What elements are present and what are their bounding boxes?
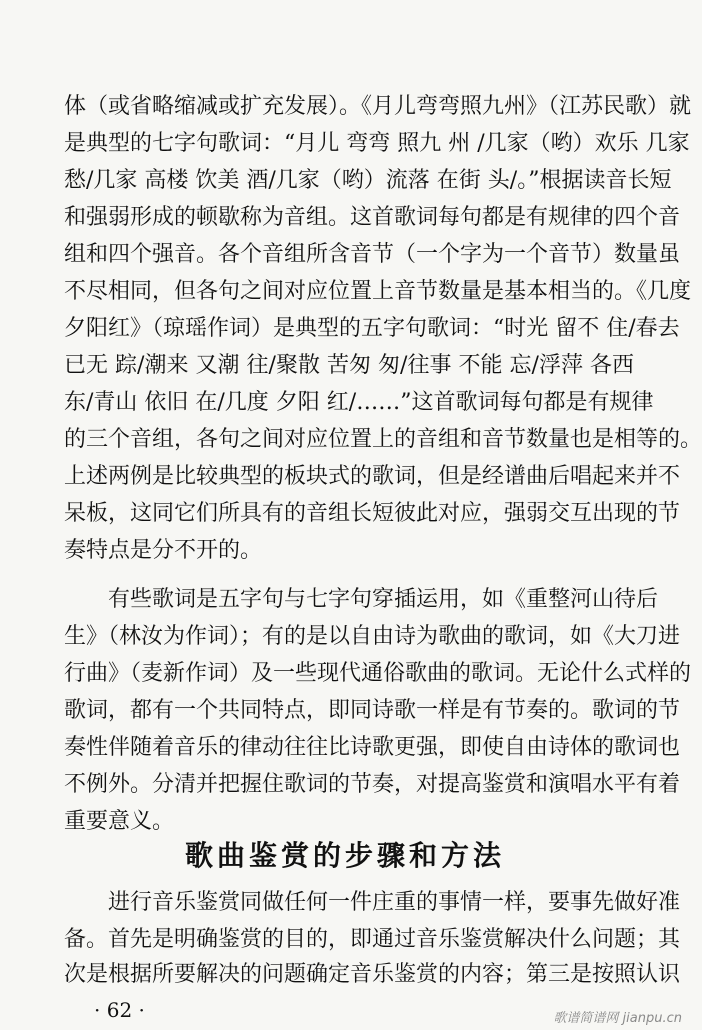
text-line: 的三个音组，各句之间对应位置上的音组和音节数量也是相等的。 (64, 427, 702, 452)
text-line: 组和四个强音。各个音组所含音节（一个字为一个音节）数量虽 (64, 242, 681, 267)
text-line: 不例外。分清并把握住歌词的节奏，对提高鉴赏和演唱水平有着 (64, 772, 681, 797)
text-line: 夕阳红》（琼瑶作词）是典型的五字句歌词：“时光 留不 住/春去 (64, 316, 680, 341)
text-line: 奏性伴随着音乐的律动往往比诗歌更强，即使自由诗体的歌词也 (64, 735, 681, 760)
page-number: · 62 · (94, 998, 145, 1022)
watermark: 歌谱简谱网 jianpu.cn (553, 1011, 682, 1026)
text-line: 愁/几家 高楼 饮美 酒/几家（哟）流落 在街 头/。”根据读音长短 (64, 168, 672, 193)
text-line: 上述两例是比较典型的板块式的歌词，但是经谱曲后唱起来并不 (64, 464, 681, 489)
text-line: 呆板，这同它们所具有的音组长短彼此对应，强弱交互出现的节 (64, 501, 681, 526)
section-heading: 歌曲鉴赏的步骤和方法 (184, 839, 505, 872)
text-line: 体（或省略缩减或扩充发展）。《月儿弯弯照九州》（江苏民歌）就 (64, 94, 692, 119)
text-line: 不尽相同，但各句之间对应位置上音节数量是基本相当的。《几度 (64, 279, 692, 304)
text-line: 已无 踪/潮来 又潮 往/聚散 苦匆 匆/往事 不能 忘/浮萍 各西 (64, 353, 634, 378)
text-line: 歌词，都有一个共同特点，即同诗歌一样是有节奏的。歌词的节 (64, 698, 681, 723)
text-line: 重要意义。 (64, 809, 175, 834)
text-line: 东/青山 依旧 在/几度 夕阳 红/……”这首歌词每句都是有规律 (64, 390, 654, 415)
text-line: 和强弱形成的顿歇称为音组。这首歌词每句都是有规律的四个音 (64, 205, 681, 230)
text-line: 次是根据所要解决的问题确定音乐鉴赏的内容；第三是按照认识 (64, 962, 681, 987)
text-line: 进行音乐鉴赏同做任何一件庄重的事情一样，要事先做好准 (108, 890, 681, 915)
text-line: 生》（林汝为作词）；有的是以自由诗为歌曲的歌词，如《大刀进 (64, 624, 681, 649)
text-line: 行曲》（麦新作词）及一些现代通俗歌曲的歌词。无论什么式样的 (64, 661, 692, 686)
text-line: 奏特点是分不开的。 (64, 538, 263, 563)
text-line: 备。首先是明确鉴赏的目的，即通过音乐鉴赏解决什么问题；其 (64, 927, 681, 952)
text-line: 有些歌词是五字句与七字句穿插运用，如《重整河山待后 (108, 587, 659, 612)
text-line: 是典型的七字句歌词：“月儿 弯弯 照九 州 /几家（哟）欢乐 几家 (64, 131, 690, 156)
